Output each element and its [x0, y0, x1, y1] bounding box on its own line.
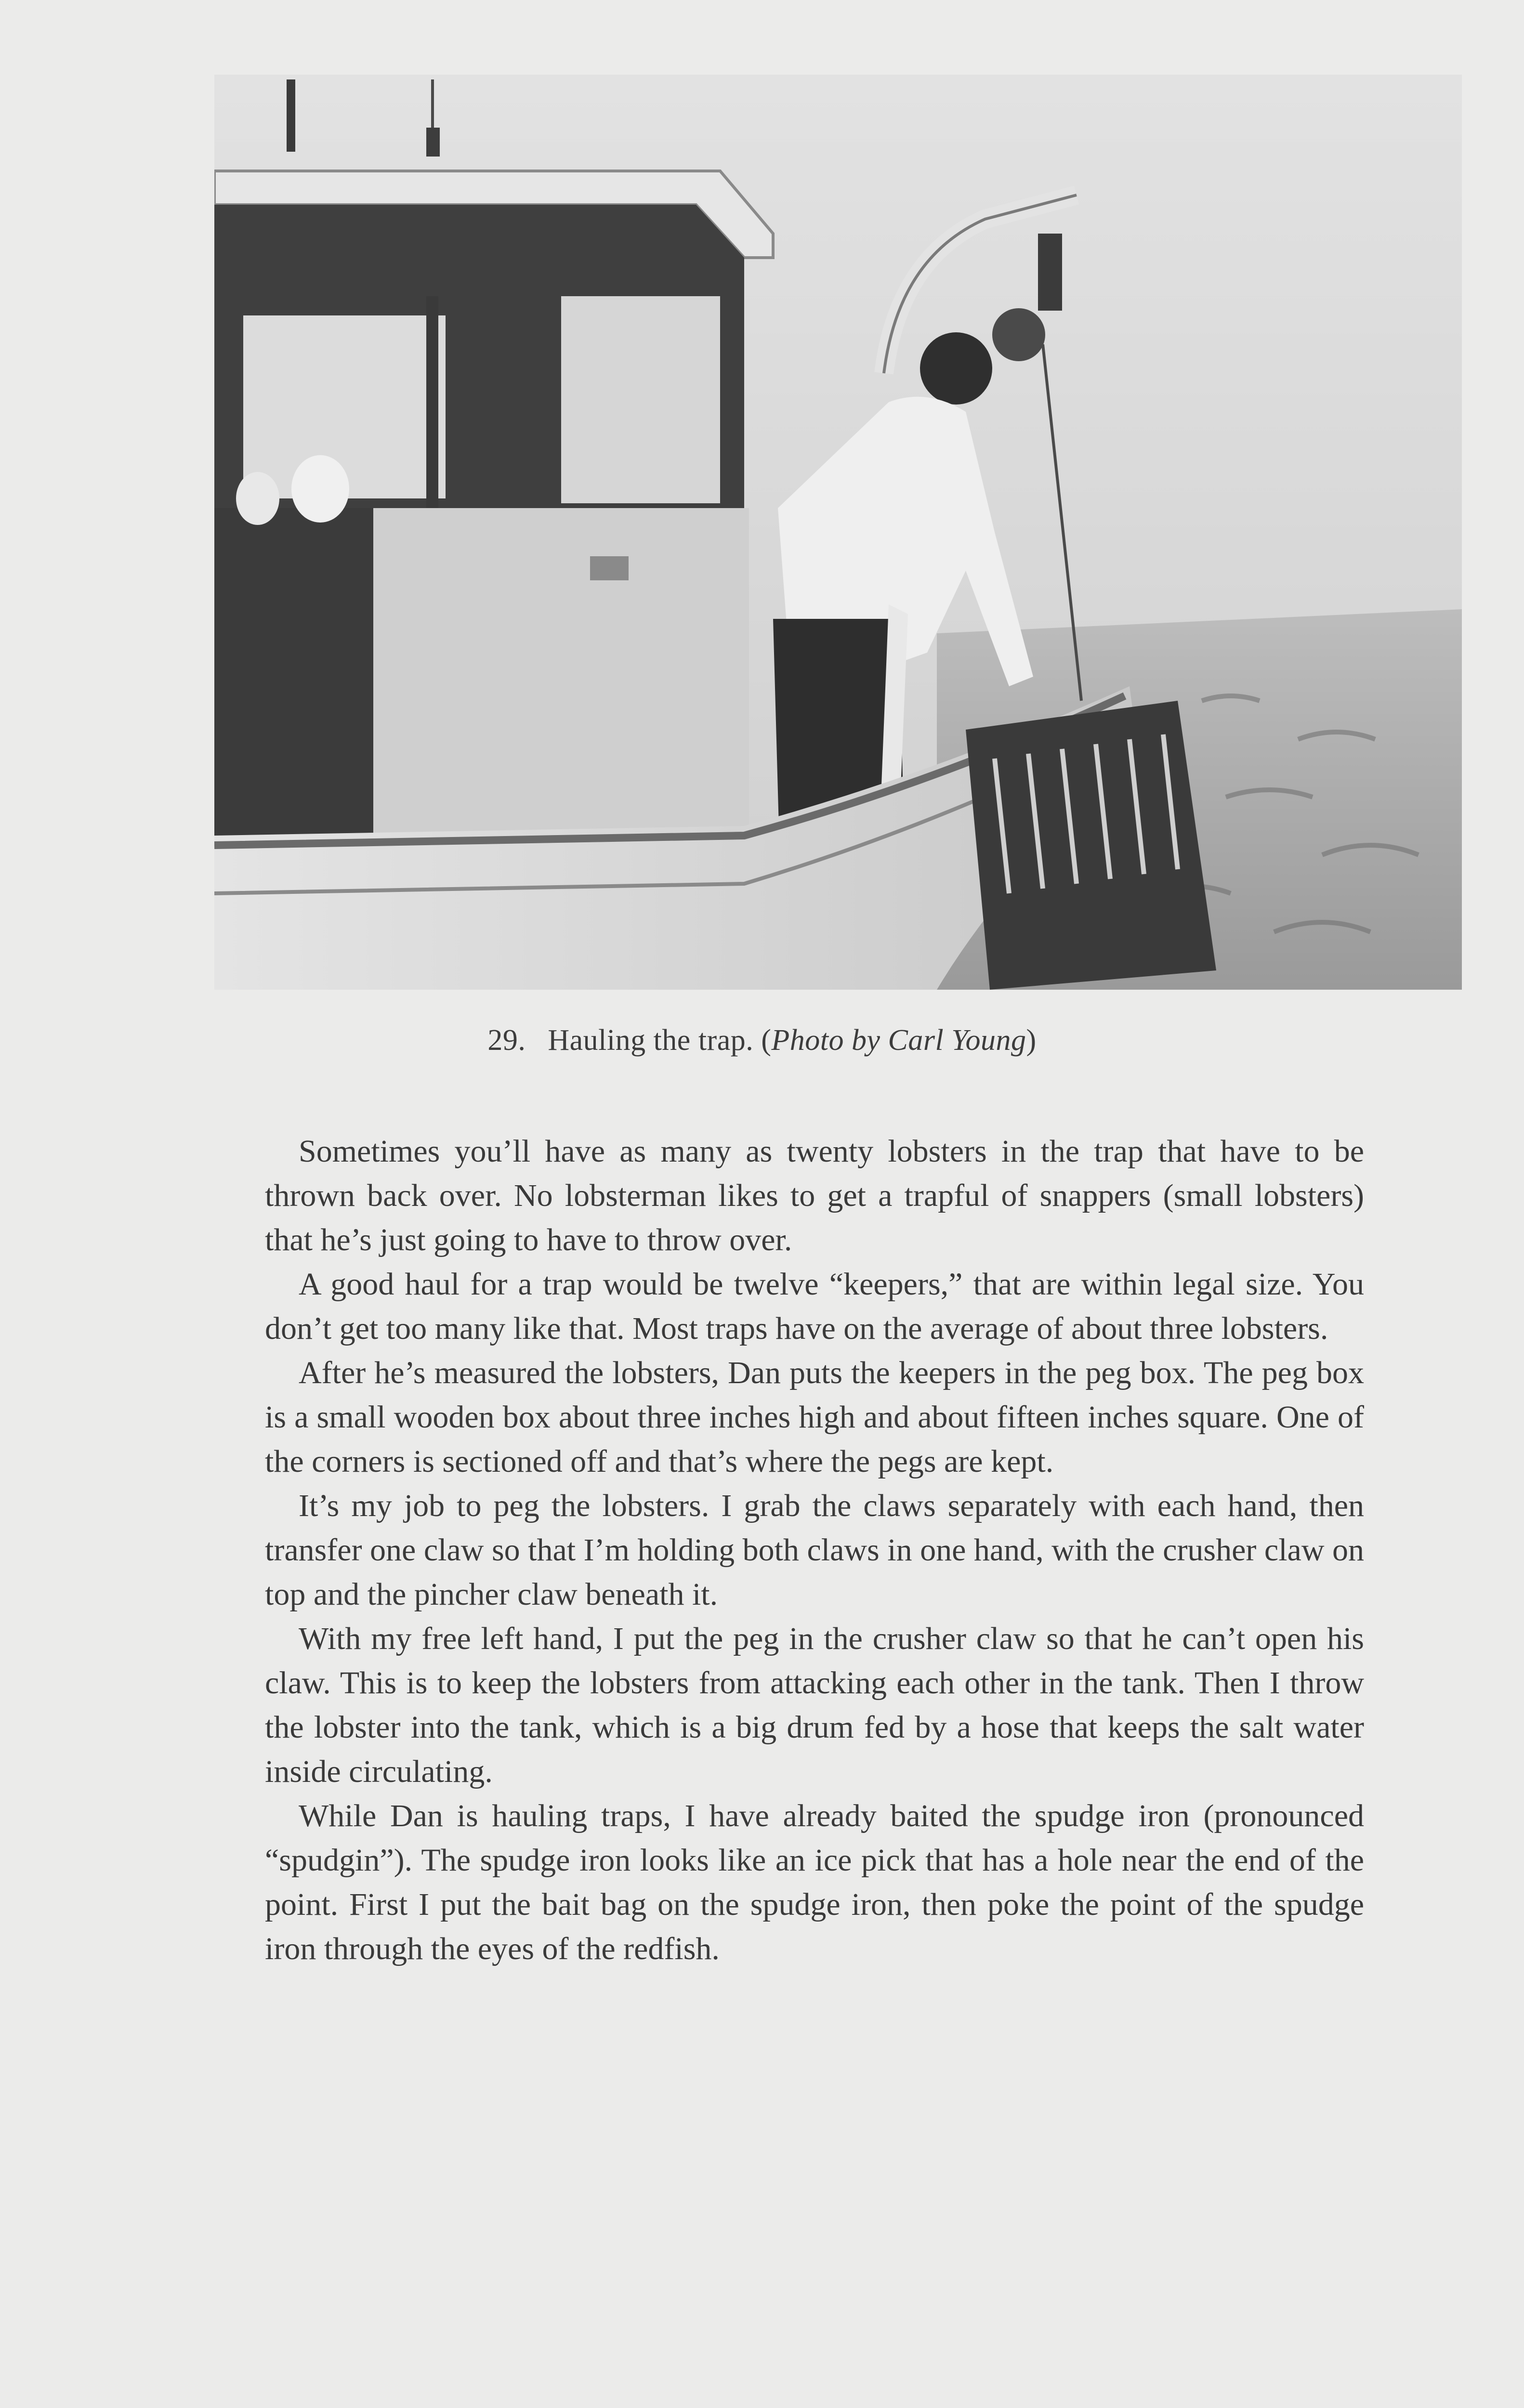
pulley-block [1038, 234, 1062, 311]
credit-close-paren: ) [1026, 1024, 1037, 1057]
cabin-window-right [561, 296, 720, 503]
credit-open-paren: ( [761, 1024, 772, 1057]
figure-photo [214, 75, 1462, 990]
paragraph: While Dan is hauling traps, I have already baited the spudge iron (pronounced “spudgin”). The spudge iron looks like an ice pick that has a hole near the end of the point. First I put the bait bag on the spudge iron, then poke the point of the spudge iron through the eyes of the redfish. [265, 1798, 1364, 1966]
man-head [920, 332, 992, 405]
paragraph: A good haul for a trap would be twelve “keepers,” that are within legal size. You don’t get too many like that. Most traps have on the average of about three lobsters. [265, 1267, 1364, 1346]
mast-mid [431, 79, 434, 132]
photo-credit: Photo by Carl Young [771, 1024, 1026, 1057]
figure-caption [0, 1023, 1524, 1058]
paragraph: With my free left hand, I put the peg in the crusher claw so that he can’t open his claw. This is to keep the lobsters from attacking each other in the tank. Then I throw the lobster into the tank, which is a big drum fed by a hose that keeps the salt water inside circulating. [265, 1621, 1364, 1789]
paper-roll [291, 455, 349, 523]
caption-text: Hauling the trap. [548, 1024, 754, 1057]
body-text [265, 1129, 1364, 1971]
gear-box [214, 508, 393, 845]
mast-left [287, 79, 295, 152]
bulkhead [373, 508, 749, 836]
figure-number: 29. [487, 1024, 526, 1057]
paragraph: Sometimes you’ll have as many as twenty lobsters in the trap that have to be thrown back over. No lobsterman likes to get a trapful of snappers (small lobsters) that he’s just going to have to throw over. [265, 1134, 1364, 1257]
pulley-wheel [992, 308, 1045, 361]
paragraph: After he’s measured the lobsters, Dan puts the keepers in the peg box. The peg box is a small wooden box about three inches high and about fifteen inches square. One of the corners is sectioned off and that’s where the pegs are kept. [265, 1355, 1364, 1479]
paragraph: It’s my job to peg the lobsters. I grab the claws separately with each hand, then transfer one claw so that I’m holding both claws in one hand, with the crusher claw on top and the pincher claw beneath it. [265, 1488, 1364, 1612]
lobster-trap [966, 701, 1216, 990]
lobster-boat-photo [214, 75, 1462, 990]
